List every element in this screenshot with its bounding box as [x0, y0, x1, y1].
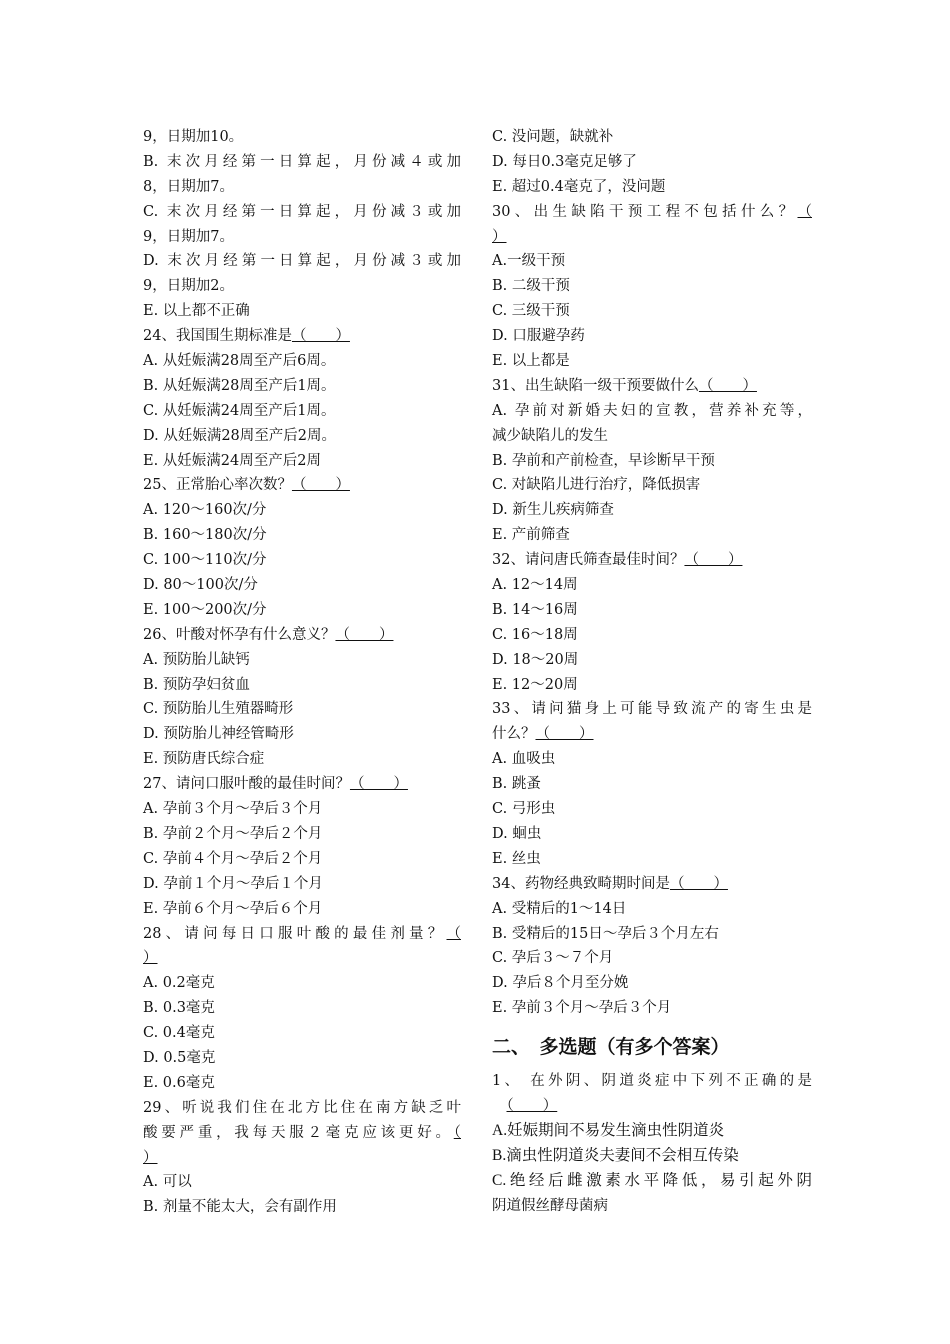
line-text: 什么？	[492, 726, 536, 743]
text-line	[143, 697, 461, 722]
line-text: E. 从妊娠满24周至产后2周	[143, 452, 321, 469]
line-text: B. 跳蚤	[492, 776, 541, 793]
text-line	[143, 424, 461, 449]
left-column	[143, 125, 461, 1220]
line-text: E. 以上都是	[492, 353, 570, 370]
line-text: 1、 在外阴、阴道炎症中下列不正确的是	[492, 1073, 812, 1090]
line-text: C. 100～110次/分	[143, 552, 267, 569]
text-line	[492, 150, 812, 175]
text-line	[492, 847, 812, 872]
line-text: A. 120～160次/分	[143, 502, 267, 519]
line-text: 26、叶酸对怀孕有什么意义？	[143, 626, 336, 643]
line-text: E. 12～20周	[492, 676, 578, 693]
line-text: C. 没问题，缺就补	[492, 129, 614, 145]
line-text: D. 新生儿疾病筛查	[492, 502, 614, 519]
line-text: 30、出生缺陷干预工程不包括什么？	[492, 203, 798, 220]
text-line	[143, 1121, 461, 1146]
line-text: B. 160～180次/分	[143, 527, 267, 544]
text-line	[143, 1195, 461, 1220]
text-line	[492, 797, 812, 822]
line-text: 8，日期加7。	[143, 178, 234, 195]
line-text: B. 孕前２个月～孕后２个月	[143, 825, 323, 842]
line-text: C. 孕前４个月～孕后２个月	[143, 850, 323, 867]
line-text: C. 末次月经第一日算起，月份减３或加	[143, 203, 461, 220]
answer-blank: （ ）	[535, 726, 594, 743]
text-line	[143, 1021, 461, 1046]
text-line	[492, 697, 812, 722]
text-line	[492, 598, 812, 623]
line-text: E. 超过0.4毫克了，没问题	[492, 178, 666, 195]
text-line	[143, 150, 461, 175]
text-line	[492, 473, 812, 498]
line-text: A. 预防胎儿缺钙	[143, 651, 250, 668]
answer-blank: （ ）	[291, 328, 350, 345]
answer-blank: ）	[143, 950, 158, 967]
line-text: 减少缺陷儿的发生	[492, 427, 608, 444]
line-text: 9，日期加10。	[143, 129, 244, 145]
text-line	[143, 1096, 461, 1121]
line-text: C. 预防胎儿生殖器畸形	[143, 701, 294, 718]
line-text: A. 血吸虫	[492, 751, 556, 768]
answer-blank: （	[446, 925, 461, 942]
line-text: B.滴虫性阴道炎夫妻间不会相互传染	[492, 1146, 739, 1164]
text-line	[492, 175, 812, 200]
line-text: B. 孕前和产前检查，早诊断早干预	[492, 452, 715, 469]
line-text: D. 孕后８个月至分娩	[492, 975, 629, 992]
text-line	[492, 1119, 812, 1144]
text-line	[492, 424, 812, 449]
text-line	[143, 200, 461, 225]
text-line	[492, 449, 812, 474]
text-line	[492, 125, 812, 150]
line-text: A. 0.2毫克	[143, 975, 215, 992]
text-line	[492, 324, 812, 349]
line-text: D. 末次月经第一日算起，月份减３或加	[143, 253, 461, 270]
text-line	[492, 722, 812, 747]
line-text: D. 口服避孕药	[492, 328, 585, 345]
text-line	[492, 1194, 812, 1219]
text-line	[143, 374, 461, 399]
text-line	[143, 822, 461, 847]
line-text: D. 0.5毫克	[143, 1049, 216, 1066]
text-line	[492, 200, 812, 225]
line-text: 25、正常胎心率次数？	[143, 477, 292, 494]
text-line	[143, 946, 461, 971]
line-text: 31、出生缺陷一级干预要做什么	[492, 377, 699, 394]
text-line	[143, 797, 461, 822]
text-line	[492, 399, 812, 424]
line-text: C. 弓形虫	[492, 801, 556, 818]
text-line	[143, 1170, 461, 1195]
line-text: D. 18～20周	[492, 651, 579, 668]
line-text: D. 每日0.3毫克足够了	[492, 153, 637, 170]
text-line	[143, 598, 461, 623]
line-text: 32、请问唐氏筛查最佳时间？	[492, 552, 685, 569]
line-text: D. 预防胎儿神经管畸形	[143, 726, 294, 743]
line-text: 24、我国围生期标准是	[143, 328, 292, 345]
multi-choice-section	[492, 1069, 812, 1218]
text-line	[143, 274, 461, 299]
single-choice-continued	[492, 125, 812, 1021]
line-text: E. 预防唐氏综合症	[143, 751, 265, 768]
line-text: D. 从妊娠满28周至产后2周。	[143, 427, 337, 444]
text-line	[492, 1169, 812, 1194]
text-line	[492, 573, 812, 598]
line-text: 9，日期加2。	[143, 278, 234, 295]
text-line	[143, 872, 461, 897]
line-text: 33、请问猫身上可能导致流产的寄生虫是	[492, 701, 812, 718]
line-text: B. 二级干预	[492, 278, 570, 295]
line-text: B. 0.3毫克	[143, 1000, 215, 1017]
text-line	[492, 648, 812, 673]
text-line	[143, 772, 461, 797]
line-text: C. 16～18周	[492, 626, 578, 643]
line-text: 9，日期加7。	[143, 228, 234, 245]
line-text: 28、请问每日口服叶酸的最佳剂量？	[143, 925, 447, 942]
text-line	[143, 747, 461, 772]
text-line	[492, 299, 812, 324]
answer-blank: （ ）	[349, 776, 408, 793]
line-text: B. 从妊娠满28周至产后1周。	[143, 377, 336, 394]
text-line	[492, 1094, 812, 1119]
text-line	[143, 996, 461, 1021]
line-text: E. 0.6毫克	[143, 1074, 215, 1091]
line-text: E. 产前筛查	[492, 527, 570, 544]
text-line	[143, 349, 461, 374]
line-text	[492, 1098, 507, 1114]
answer-blank: （	[453, 1124, 461, 1141]
text-line	[143, 449, 461, 474]
line-text: 29、听说我们住在北方比住在南方缺乏叶	[143, 1099, 461, 1116]
text-line	[143, 1071, 461, 1096]
text-line	[143, 548, 461, 573]
text-line	[492, 523, 812, 548]
answer-blank: （ ）	[506, 1097, 558, 1114]
line-text: C. 对缺陷儿进行治疗，降低损害	[492, 477, 701, 494]
line-text: A.一级干预	[492, 253, 566, 270]
text-line	[143, 125, 461, 150]
text-line	[143, 225, 461, 250]
text-line	[143, 573, 461, 598]
text-line	[492, 946, 812, 971]
text-line	[492, 249, 812, 274]
line-text: B. 末次月经第一日算起，月份减４或加	[143, 153, 461, 170]
text-line	[492, 1069, 812, 1094]
text-line	[492, 548, 812, 573]
text-line	[143, 324, 461, 349]
line-text: E. 丝虫	[492, 850, 541, 867]
text-line	[492, 822, 812, 847]
text-line	[143, 648, 461, 673]
line-text: D. 80～100次/分	[143, 577, 258, 594]
line-text: A. 从妊娠满28周至产后6周。	[143, 353, 336, 370]
right-column	[492, 125, 812, 1218]
text-line	[143, 523, 461, 548]
text-line	[492, 996, 812, 1021]
line-text: A. 可以	[143, 1174, 192, 1191]
line-text: E. 100～200次/分	[143, 601, 267, 618]
text-line	[143, 971, 461, 996]
text-line	[143, 249, 461, 274]
line-text: 阴道假丝酵母菌病	[492, 1197, 608, 1214]
text-line	[492, 225, 812, 250]
text-line	[492, 772, 812, 797]
text-line	[492, 349, 812, 374]
line-text: E. 孕前６个月～孕后６个月	[143, 900, 323, 917]
text-line	[492, 673, 812, 698]
line-text: A. 孕前对新婚夫妇的宣教，营养补充等，	[492, 402, 812, 419]
text-line	[143, 175, 461, 200]
line-text: E. 孕前３个月～孕后３个月	[492, 1000, 672, 1017]
text-line	[492, 498, 812, 523]
text-line	[492, 374, 812, 399]
line-text: A. 孕前３个月～孕后３个月	[143, 801, 323, 818]
section-heading: 二、 多选题（有多个答案）	[492, 1036, 730, 1059]
answer-blank: （ ）	[335, 626, 394, 643]
text-line	[492, 1144, 812, 1169]
text-line	[143, 498, 461, 523]
text-line	[143, 399, 461, 424]
line-text: C.绝经后雌激素水平降低，易引起外阴	[492, 1171, 812, 1189]
text-line	[143, 922, 461, 947]
line-text: B. 受精后的15日～孕后３个月左右	[492, 925, 719, 942]
text-line	[492, 872, 812, 897]
answer-blank: （ ）	[669, 875, 728, 892]
text-line	[143, 299, 461, 324]
text-line	[492, 971, 812, 996]
answer-blank: （	[797, 203, 812, 220]
line-text: D. 孕前１个月～孕后１个月	[143, 875, 323, 892]
text-line	[492, 922, 812, 947]
line-text: B. 14～16周	[492, 601, 578, 618]
text-line	[492, 897, 812, 922]
text-line	[143, 847, 461, 872]
line-text: B. 剂量不能太大，会有副作用	[143, 1199, 337, 1216]
line-text: 酸要严重，我每天服２毫克应该更好。	[143, 1124, 454, 1141]
text-line	[492, 274, 812, 299]
line-text: A. 12～14周	[492, 577, 578, 594]
answer-blank: （ ）	[684, 552, 743, 569]
line-text: C. 孕后３～７个月	[492, 950, 614, 967]
line-text: 34、药物经典致畸期时间是	[492, 875, 670, 892]
line-text: A. 受精后的1～14日	[492, 900, 627, 917]
text-line	[143, 473, 461, 498]
answer-blank: ）	[143, 1149, 158, 1166]
line-text: C. 0.4毫克	[143, 1025, 215, 1042]
answer-blank: ）	[492, 228, 507, 245]
text-line	[143, 673, 461, 698]
line-text: A.妊娠期间不易发生滴虫性阴道炎	[492, 1121, 725, 1139]
line-text: B. 预防孕妇贫血	[143, 676, 250, 693]
text-line	[143, 1146, 461, 1171]
line-text: E. 以上都不正确	[143, 303, 250, 320]
text-line	[492, 747, 812, 772]
line-text: C. 三级干预	[492, 303, 570, 320]
line-text: 27、请问口服叶酸的最佳时间？	[143, 776, 350, 793]
text-line	[143, 722, 461, 747]
text-line	[143, 623, 461, 648]
answer-blank: （ ）	[698, 377, 757, 394]
text-line	[492, 623, 812, 648]
answer-blank: （ ）	[291, 477, 350, 494]
text-line	[143, 897, 461, 922]
text-line	[143, 1046, 461, 1071]
line-text: C. 从妊娠满24周至产后1周。	[143, 402, 336, 419]
line-text: D. 蛔虫	[492, 825, 542, 842]
